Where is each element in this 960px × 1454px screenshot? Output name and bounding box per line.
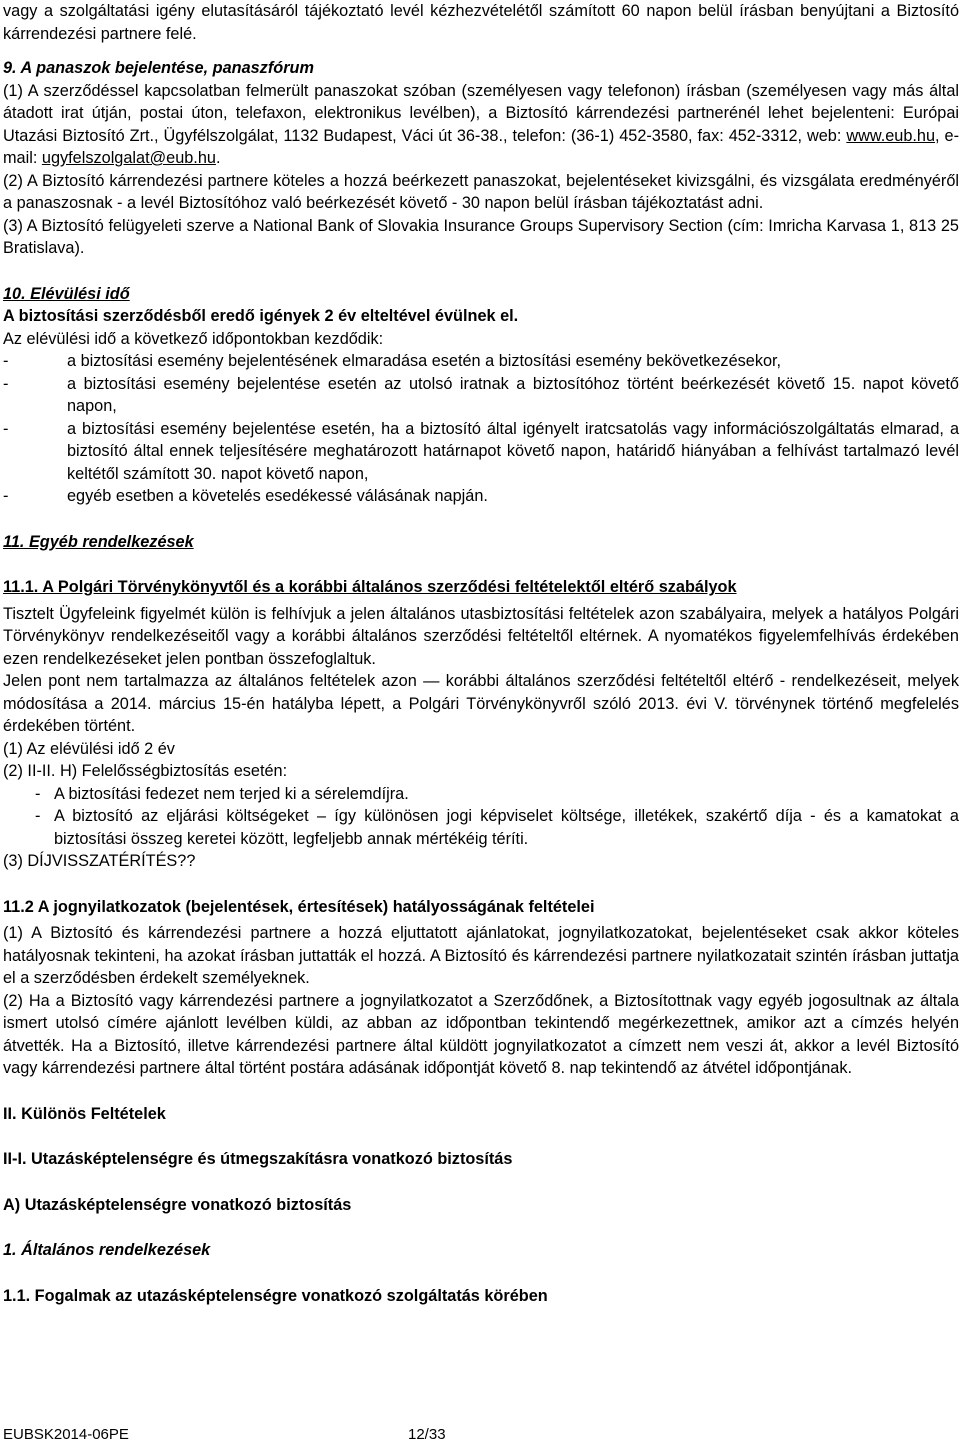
- section-11-1-list: [3, 783, 959, 851]
- section-9-p1-end: .: [215, 149, 221, 167]
- section-9-paragraph-2: (2) A Biztosító kárrendezési partnere köteles a hozzá beérkezett panaszokat, bejelentéseket kivizsgálni, és vizsgálata eredményéről a panaszosnak - a levél Biztosítóhoz való beérkezését követő - 30 napon belül írásban tájékoztatást adni.: [3, 171, 959, 212]
- section-11-2-paragraph-1: (1) A Biztosító és kárrendezési partnere a hozzá eljuttatott ajánlatokat, jognyilatkozatokat, bejelentéseket csak akkor köteles hatályosnak tekinteni, ha azokat írásban juttatták el hozzá. A Biztosító és kárrendezési partnere nyilatkozatait szintén írásban juttatja el a szerződésben érdekelt személyeknek.: [3, 924, 959, 987]
- intro-paragraph: vagy a szolgáltatási igény elutasításáról tájékoztató levél kézhezvételétől számított 60 napon belül írásban benyújtani a Biztosító kárrendezési partnere felé.: [3, 2, 959, 43]
- section-10-list: [3, 350, 959, 508]
- section-a-heading: A) Utazásképtelenségre vonatkozó biztosítás: [3, 1195, 352, 1214]
- section-11-1-line-3: (3) DÍJVISSZATÉRÍTÉS??: [3, 852, 196, 870]
- section-11-1-heading: 11.1. A Polgári Törvénykönyvtől és a korábbi általános szerződési feltételektől eltérő szabályok: [3, 578, 737, 596]
- section-11-1-line-1: (1) Az elévülési idő 2 év: [3, 739, 175, 758]
- email-link[interactable]: ugyfelszolgalat@eub.hu: [41, 149, 216, 167]
- section-9-paragraph-1: [3, 80, 959, 170]
- section-9-heading: 9. A panaszok bejelentése, panaszfórum: [3, 59, 314, 77]
- section-11-heading: 11. Egyéb rendelkezések: [3, 532, 194, 551]
- list-item: - egyéb esetben a követelés esedékessé válásának napján.: [3, 485, 959, 508]
- list-item: - a biztosítási esemény bejelentésének elmaradása esetén a biztosítási esemény bekövetkezésekor,: [3, 350, 959, 373]
- list-item: - a biztosítási esemény bejelentése esetén az utolsó iratnak a biztosítóhoz történt beérkezését követő 15. napot követő napon,: [3, 373, 959, 418]
- section-11-1-paragraph-1: Tisztelt Ügyfeleink figyelmét külön is felhívjuk a jelen általános utasbiztosítási feltételek azon szabályaira, melyek a hatályos Polgári Törvénykönyv rendelkezéseitől vagy a korábbi általános szerződési feltételtől eltérnek. A nyomatékos figyelemfelhívás érdekében ezen rendelkezéseket jelen pontban összefoglaltuk.: [3, 604, 959, 668]
- list-item: - a biztosítási esemény bejelentése esetén, ha a biztosító által igényelt iratcsatolás vagy információszolgáltatás elmarad, a biztosító által ennek teljesítésére meghatározott határnapot követő napon, határidő hiányában a felhívást tartalmazó levél keltétől számított 30. napot követő napon,: [3, 418, 959, 486]
- page-number: 12/33: [408, 1426, 446, 1443]
- document-code: EUBSK2014-06PE: [3, 1426, 129, 1443]
- section-9-p1-text: (1) A szerződéssel kapcsolatban felmerült panaszokat szóban (személyesen vagy telefonon) írásban (személyesen vagy más által átadott irat útján, postai úton, telefaxon, elektronikus levélben), a Biztosító kárrendezési partnerénél lehet bejelenteni: Európai Utazási Biztosító Zrt., Ügyfélszolgálat, 1132 Budapest, Váci út 36-38., telefon: (36-1) 452-3580, fax: 452-3312, web:: [3, 81, 959, 145]
- section-10-bold-line: A biztosítási szerződésből eredő igények 2 év elteltével évülnek el.: [3, 307, 519, 325]
- part-2-heading: II. Különös Feltételek: [3, 1104, 166, 1123]
- section-10-heading: 10. Elévülési idő: [3, 284, 130, 303]
- web-link[interactable]: www.eub.hu: [846, 126, 936, 145]
- general-provisions-heading: 1. Általános rendelkezések: [3, 1241, 211, 1259]
- section-9-p1-mid: , e-mail:: [3, 126, 959, 167]
- section-9-paragraph-3: (3) A Biztosító felügyeleti szerve a National Bank of Slovakia Insurance Groups Supervisory Section (cím: Imricha Karvasa 1, 813 25 Bratislava).: [3, 216, 959, 257]
- list-item: - A biztosítási fedezet nem terjed ki a sérelemdíjra.: [3, 783, 959, 806]
- part-2-sub-heading: II-I. Utazásképtelenségre és útmegszakításra vonatkozó biztosítás: [3, 1150, 513, 1168]
- section-11-1-paragraph-2: Jelen pont nem tartalmazza az általános feltételek azon — korábbi általános szerződési feltételtől eltérő - rendelkezéseit, melyek módosítása a 2014. március 15-én hatályba lépett, a Polgári Törvénykönyvről szóló 2013. évi V. törvénynek történő megfelelés érdekében történt.: [3, 672, 959, 735]
- definitions-heading: 1.1. Fogalmak az utazásképtelenségre vonatkozó szolgáltatás körében: [3, 1286, 548, 1305]
- section-10-intro-line: Az elévülési idő a következő időpontokban kezdődik:: [3, 329, 384, 348]
- section-11-2-heading: 11.2 A jognyilatkozatok (bejelentések, értesítések) hatályosságának feltételei: [3, 897, 595, 916]
- list-item: - A biztosító az eljárási költségeket – így különösen jogi képviselet költsége, illetékek, szakértő díja - és a kamatokat a biztosítási összeg keretei között, legfeljebb annak mértékéig téríti.: [3, 805, 959, 850]
- section-11-2-paragraph-2: (2) Ha a Biztosító vagy kárrendezési partnere a jognyilatkozatot a Szerződőnek, a Biztosítottnak vagy egyéb jogosultnak az általa ismert utolsó címére ajánlott levélben küldi, az abban az időpontban tekintendő megérkezettnek, amikor azt a címzés helyén átvették. Ha a Biztosító, illetve kárrendezési partnere által küldött jognyilatkozatot a címzett nem veszi át, akkor a levél Biztosító vagy kárrendezési partnere által történt postára adásának időpontját követő 8. nap tekintendő az átvétel időpontjának.: [3, 991, 959, 1077]
- section-11-1-line-2: (2) II-II. H) Felelősségbiztosítás esetén:: [3, 762, 288, 780]
